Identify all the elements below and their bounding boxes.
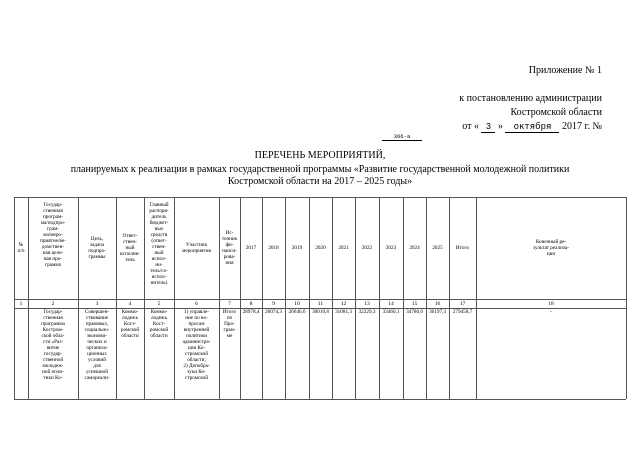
column-header: 2025	[432, 245, 443, 251]
column-header: 2022	[361, 245, 373, 251]
column-header: 2017	[245, 245, 257, 251]
column-header: 2023	[385, 245, 397, 251]
measures-table	[14, 197, 626, 399]
column-number: 11	[317, 300, 324, 307]
row-participant: 1) управле- ние по во- просам внутренней политики администра- ции Ко- стромской области; 2) Депобра- зуки Ко- стромской	[182, 309, 211, 381]
column-number: 9	[272, 300, 275, 307]
column-number: 10	[294, 300, 300, 307]
date-prefix: от «	[462, 121, 479, 132]
column-number: 18	[548, 300, 554, 307]
column-number: 13	[364, 300, 370, 307]
column-header: Участник мероприятия	[182, 242, 211, 254]
column-number: 2	[51, 300, 55, 307]
row-value: 32229,3	[358, 309, 376, 315]
column-number: 16	[434, 300, 441, 307]
row-value: 36197,3	[429, 309, 446, 315]
appendix-number: Приложение № 1	[528, 65, 602, 76]
column-header: 2021	[338, 245, 349, 251]
row-value: 26074,3	[265, 309, 282, 315]
doc-title: ПЕРЕЧЕНЬ МЕРОПРИЯТИЙ,	[254, 150, 386, 161]
row-value: 26646,6	[288, 309, 306, 315]
column-number: 17	[459, 300, 466, 307]
date-day: 3	[481, 122, 495, 133]
row-result: -	[550, 309, 552, 315]
doc-subtitle-line1: планируемых к реализации в рамках государственной программы «Развитие государственной молодежной политики	[70, 164, 570, 175]
column-header: Ис- точник фи- нанси- рова- ния	[221, 230, 238, 266]
column-number: 3	[95, 300, 99, 307]
column-number: 12	[340, 300, 347, 307]
column-number: 1	[19, 300, 23, 307]
appendix-resolution: к постановлению администрации	[459, 93, 602, 104]
column-header: Цель, задача подпро- граммы	[88, 236, 106, 260]
row-value: 34780,6	[406, 309, 423, 315]
row-value: 28978,4	[242, 309, 260, 315]
column-number: 5	[157, 300, 161, 307]
column-number: 14	[388, 300, 394, 307]
row-manager: Коммо- лодежь Кост- ромской области	[149, 309, 169, 339]
appendix-region: Костромской области	[510, 107, 602, 118]
appendix-date-line	[382, 120, 602, 141]
document-number: 366-а	[382, 134, 422, 141]
date-year: 2017 г. №	[561, 121, 602, 132]
row-program: Государ- ственная программа Костром- ской обла- сти «Раз- витие государ- ственной молодеж- ной поли- тики Ко-	[41, 309, 65, 381]
column-header: № п/п	[17, 242, 25, 254]
date-month: октября	[505, 122, 559, 133]
row-value: 30010,8	[312, 309, 329, 315]
column-number: 6	[195, 300, 198, 307]
column-number: 7	[228, 300, 231, 307]
column-header: 2020	[315, 245, 326, 251]
row-source: Итого по Про- грам- ме	[222, 309, 237, 339]
column-header: Ответ- ствен- ный исполни- тель	[119, 233, 141, 263]
date-mid: »	[497, 121, 503, 132]
column-header: 2018	[268, 245, 279, 251]
row-value: 33460,1	[382, 309, 400, 315]
column-number: 4	[128, 300, 132, 307]
appendix-block	[382, 64, 602, 141]
column-header: 2019	[291, 245, 303, 251]
table-rule-v	[626, 197, 627, 399]
row-executor: Коммо- лодежь Кост- ромской области	[120, 309, 140, 339]
column-header: 2024	[409, 245, 420, 251]
doc-subtitle-line2: Костромской области на 2017 – 2025 годы»	[227, 176, 413, 187]
row-value: 31081,3	[335, 309, 352, 315]
column-number: 15	[411, 300, 418, 307]
column-header: Главный распоря- дитель бюджет- ных средств (ответ- ствен- ный испол- ни- тель/со- испол- нитель)	[149, 202, 169, 286]
column-header: Итого	[455, 245, 470, 251]
row-value: 279458,7	[452, 309, 473, 315]
column-number: 8	[249, 300, 253, 307]
column-header: Государ- ственная програм- ма/подпро- грам- ма/меро- приятие/ве- домствен- ная целе- вая про- грамма	[40, 202, 66, 268]
row-goal: Совершен- ствование правовых, социально- экономи- ческих и организа- ционных условий для успешной самореали-	[84, 309, 110, 381]
table-rule-h	[14, 399, 626, 400]
column-header: Конечный ре- зультат реализа- ции	[533, 239, 569, 257]
